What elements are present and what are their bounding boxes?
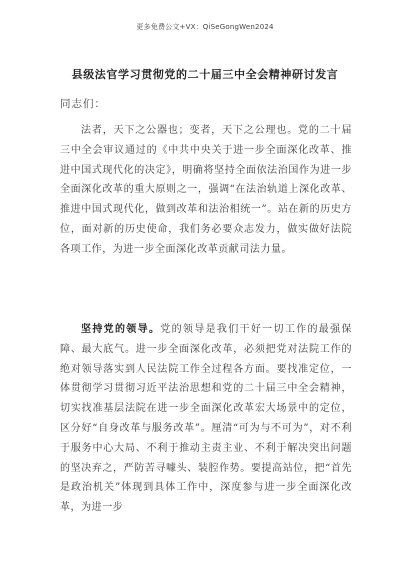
paragraph-2 [60,320,352,518]
paragraph-1-text: 法者，天下之公器也；变者，天下之公理也。党的二十届三中全会审议通过的《中共中央关于进一步全面深化改革、推进中国式现代化的决定》，明确将坚持全面依法治国作为进一步全面深化改革的重大原则之一，强调“在法治轨道上深化改革、推进中国式现代化，做到改革和法治相统一”。站在新的历史方位，面对新的历史使命，我们务必要众志发力，做实做好法院各项工作，为进一步全面深化改革贡献司法力量。 [60,125,352,255]
promo-banner: 更多免费公文+VX：QiSeGongWen2024 [136,23,274,31]
paragraph-1 [60,121,352,260]
paragraph-2-text: 党的领导是我们干好一切工作的最强保障、最大底气。进一步全面深化改革，必须把党对法院工作的绝对领导落实到人民法院工作全过程各方面。要找准定位，一体贯彻学习贯彻习近平法治思想和党的二十届三中全会精神，切实找准基层法院在进一步全面深化改革宏大场景中的定位，区分好“自身改革与服务改革”。厘清“可为与不可为”，对不利于服务中心大局、不利于推动主责主业、不利于解决突出问题的坚决弃之，严防苦寻噱头、装腔作势。要提高站位，把“首先是政治机关”体现到具体工作中，深度参与进一步全面深化改革，为进一步 [60,324,352,514]
salutation: 同志们： [60,98,106,110]
paragraph-2-heading: 坚持党的领导。 [81,324,161,335]
document-title: 县级法官学习贯彻党的二十届三中全会精神研讨发言 [71,68,339,81]
